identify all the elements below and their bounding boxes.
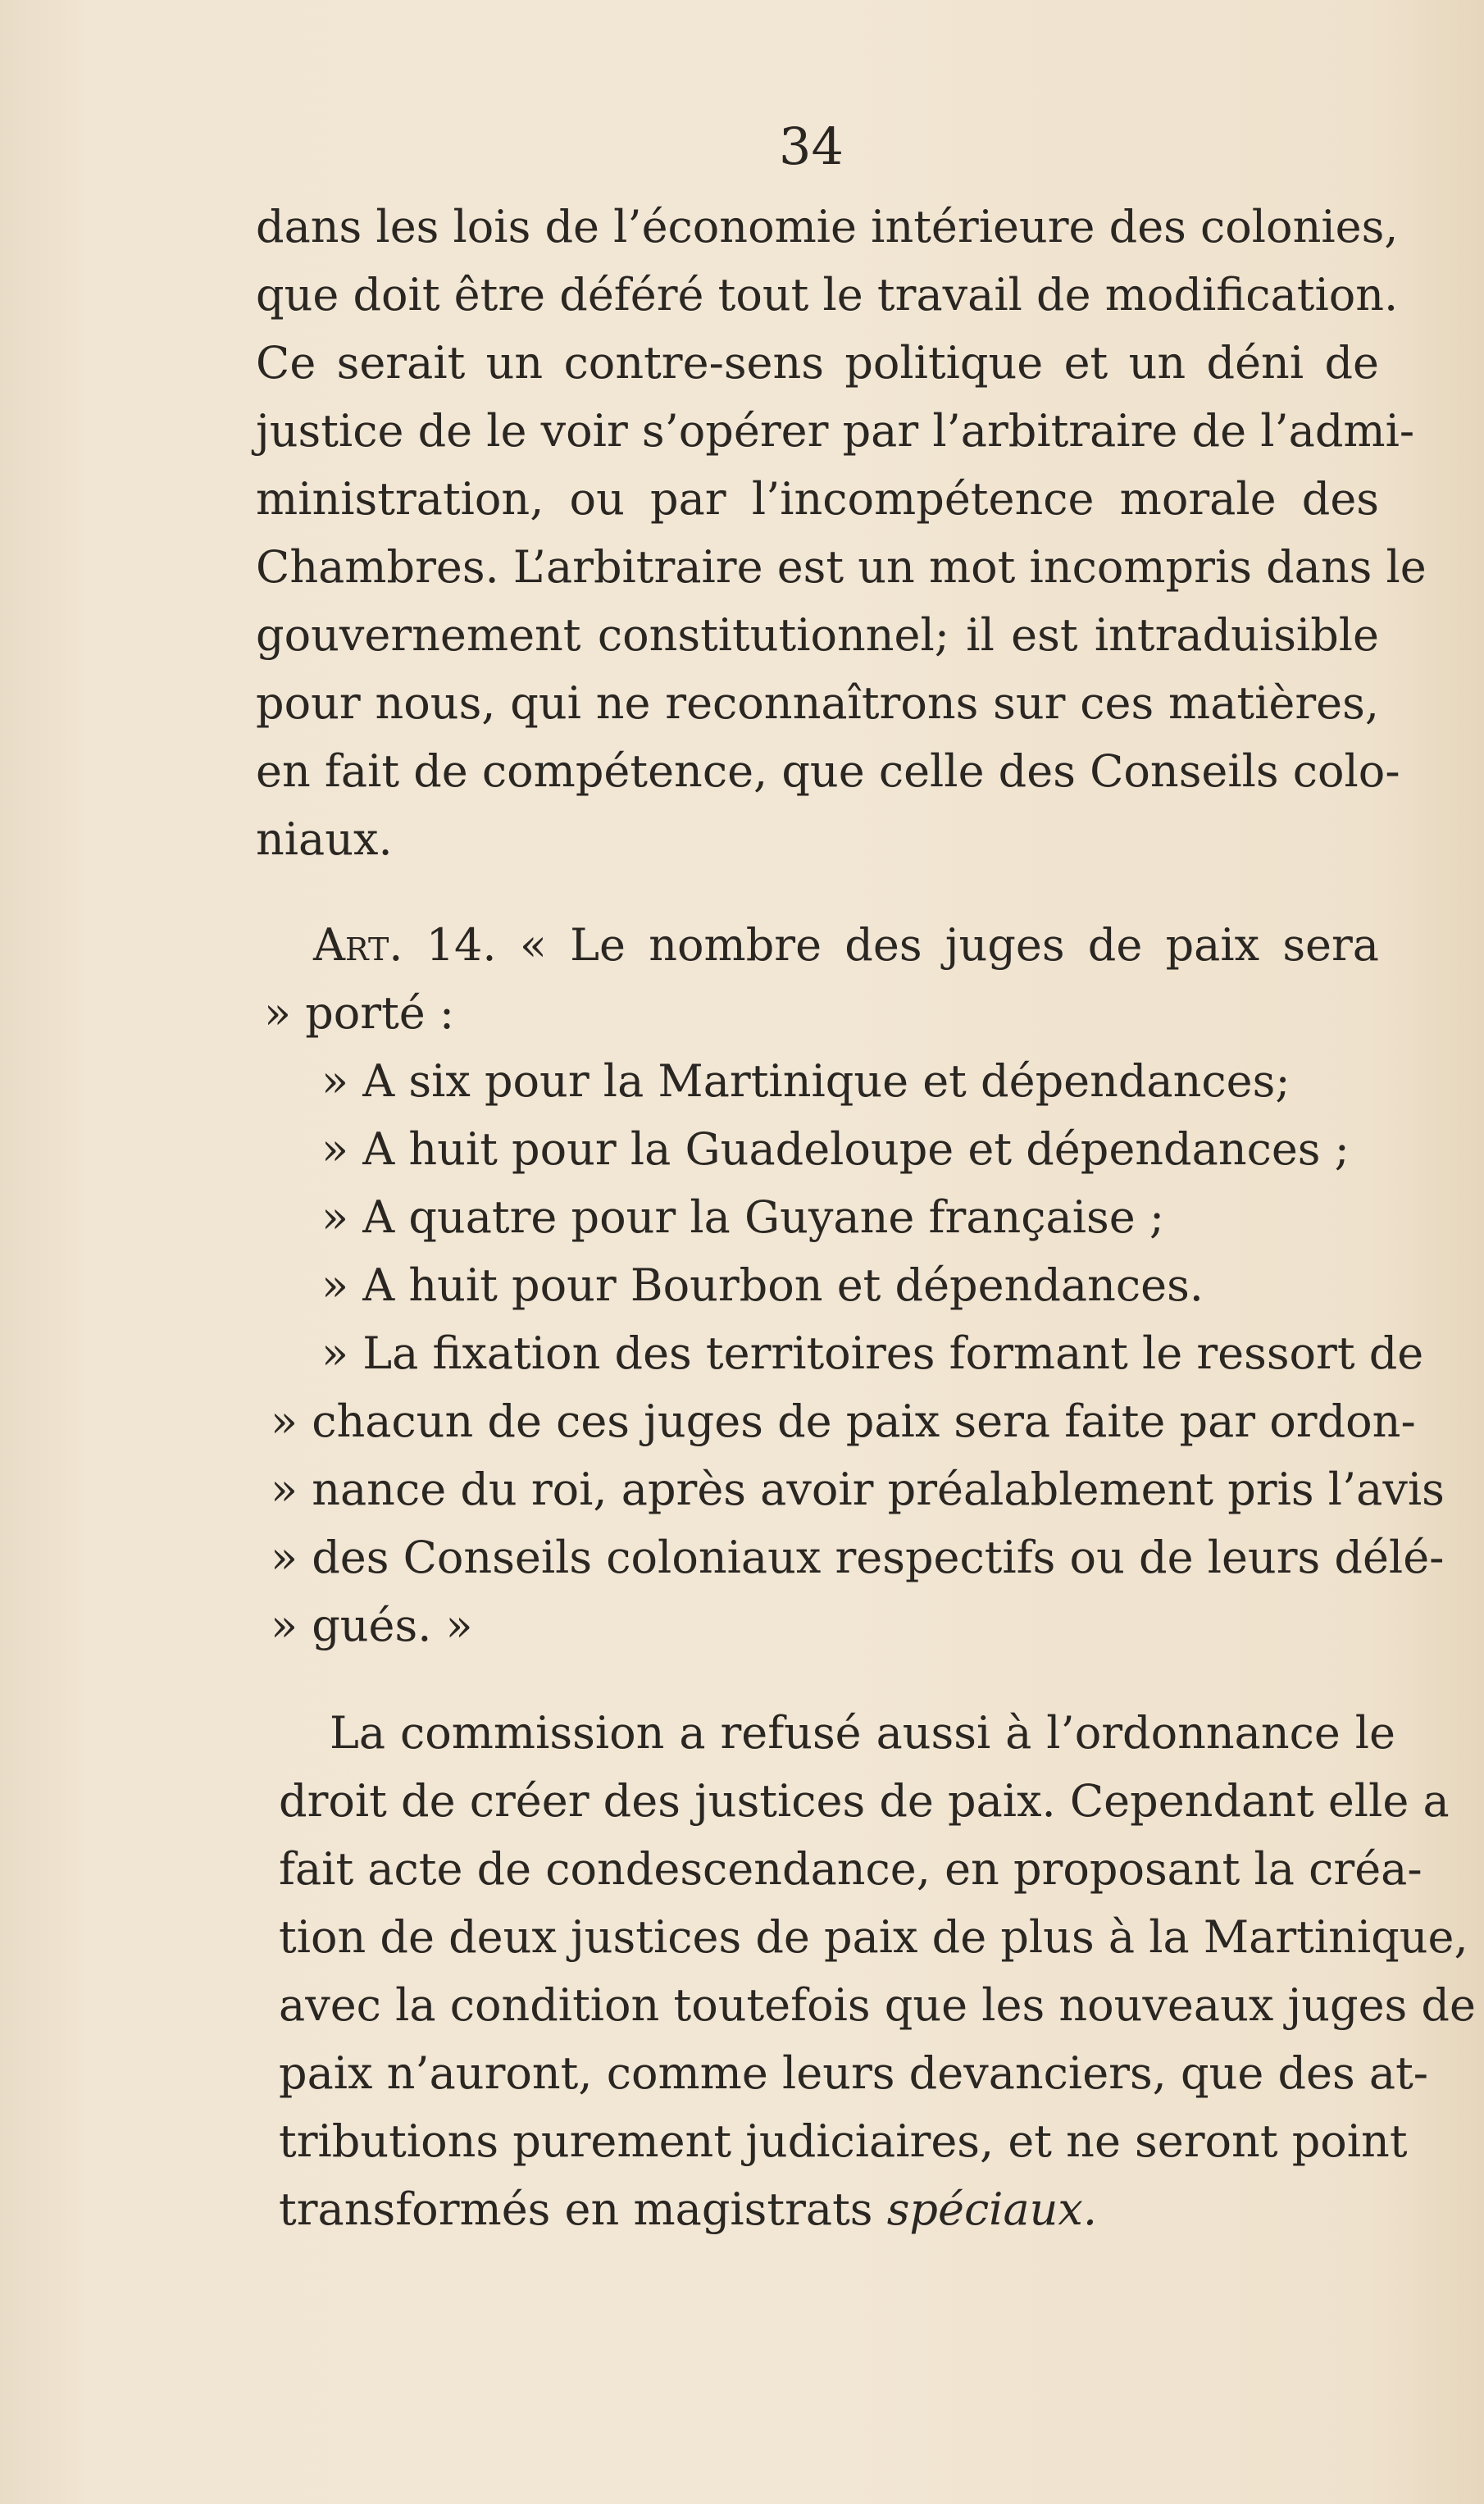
text-line: que doit être déféré tout le travail de modification. [256,269,1399,321]
text-line: » gués. » [271,1600,473,1651]
italic-word: spéciaux. [886,2183,1098,2235]
article-text: « Le nombre des juges de paix sera [519,919,1380,971]
text-line: gouvernement constitutionnel; il est intraduisible [256,609,1379,661]
text-line: Chambres. L’arbitraire est un mot incompris dans le [256,541,1427,593]
page-number: 34 [779,116,844,176]
text-line: pour nous, qui ne reconnaîtrons sur ces matières, [256,677,1379,729]
article-line [313,920,1379,971]
last-line [279,2184,1097,2235]
text-line: transformés en magistrats [279,2183,873,2235]
text-line: avec la condition toutefois que les nouveaux juges de [279,1979,1476,2031]
text-line: justice de le voir s’opérer par l’arbitraire de l’admi- [256,405,1415,457]
text-line: Ce serait un contre-sens politique et un déni de [256,337,1379,389]
text-line: niaux. [256,813,393,865]
text-line: » des Conseils coloniaux respectifs ou de leurs délé- [271,1532,1445,1583]
text-line: dans les lois de l’économie intérieure des colonies, [256,201,1399,253]
text-line: » porté : [264,987,455,1039]
text-line: » nance du roi, après avoir préalablement pris l’avis [271,1464,1445,1515]
text-line: tion de deux justices de paix de plus à la Martinique, [279,1911,1468,1963]
text-line: ministration, ou par l’incompétence morale des [256,473,1379,525]
text-line: fait acte de condescendance, en proposant la créa- [279,1843,1423,1895]
text-line: paix n’auront, comme leurs devanciers, que des at- [279,2047,1429,2099]
text-line: droit de créer des justices de paix. Cependant elle a [279,1775,1450,1827]
text-line: » A huit pour la Guadeloupe et dépendances ; [321,1123,1350,1175]
article-label: Art. 14. [313,919,497,971]
text-line: » A quatre pour la Guyane française ; [321,1191,1165,1243]
text-line: » A huit pour Bourbon et dépendances. [321,1259,1204,1311]
text-line: » A six pour la Martinique et dépendances; [321,1055,1291,1107]
text-line: tributions purement judiciaires, et ne seront point [279,2115,1408,2167]
text-line: » chacun de ces juges de paix sera faite par ordon- [271,1395,1416,1447]
text-line: en fait de compétence, que celle des Conseils colo- [256,745,1400,797]
text-line: La commission a refusé aussi à l’ordonnance le [330,1707,1395,1759]
text-line: » La fixation des territoires formant le ressort de [321,1327,1424,1379]
